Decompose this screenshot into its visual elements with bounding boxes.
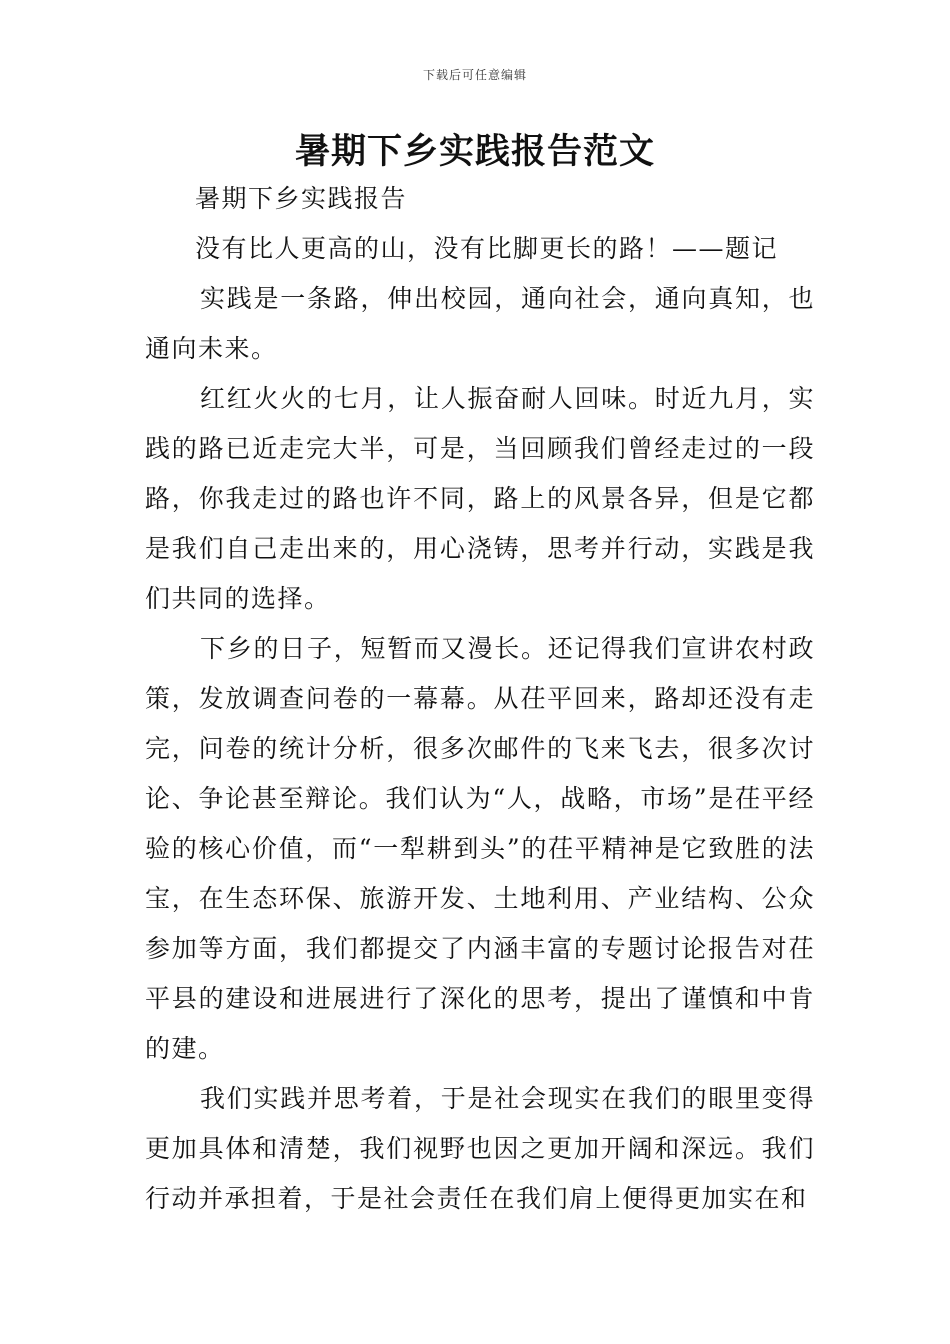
paragraph-4: 我们实践并思考着，于是社会现实在我们的眼里变得更加具体和清楚，我们视野也因之更加开阔和深远。我们行动并承担着，于是社会责任在我们肩上便得更加实在和: [145, 1084, 815, 1213]
subtitle: 暑期下乡实践报告: [195, 184, 408, 213]
body-text: [145, 274, 815, 1224]
header-note: 下载后可任意编辑: [422, 68, 527, 82]
paragraph-3: 下乡的日子，短暂而又漫长。还记得我们宣讲农村政策，发放调查问卷的一幕幕。从茌平回来，路却还没有走完，问卷的统计分析，很多次邮件的飞来飞去，很多次讨论、争论甚至辩论。我们认为“人，战略，市场”是茌平经验的核心价值，而“一犁耕到头”的茌平精神是它致胜的法宝，在生态环保、旅游开发、土地利用、产业结构、公众参加等方面，我们都提交了内涵丰富的专题讨论报告对茌平县的建设和进展进行了深化的思考，提出了谨慎和中肯的建。: [145, 634, 815, 1063]
epigraph: 没有比人更高的山，没有比脚更长的路！——题记: [195, 234, 779, 263]
paragraph-2: 红红火火的七月，让人振奋耐人回味。时近九月，实践的路已近走完大半，可是，当回顾我们曾经走过的一段路，你我走过的路也许不同，路上的风景各异，但是它都是我们自己走出来的，用心浇铸，思考并行动，实践是我们共同的选择。: [145, 384, 815, 613]
document-title: 暑期下乡实践报告范文: [294, 131, 655, 172]
paragraph-1: 实践是一条路，伸出校园，通向社会，通向真知，也通向未来。: [145, 284, 815, 363]
